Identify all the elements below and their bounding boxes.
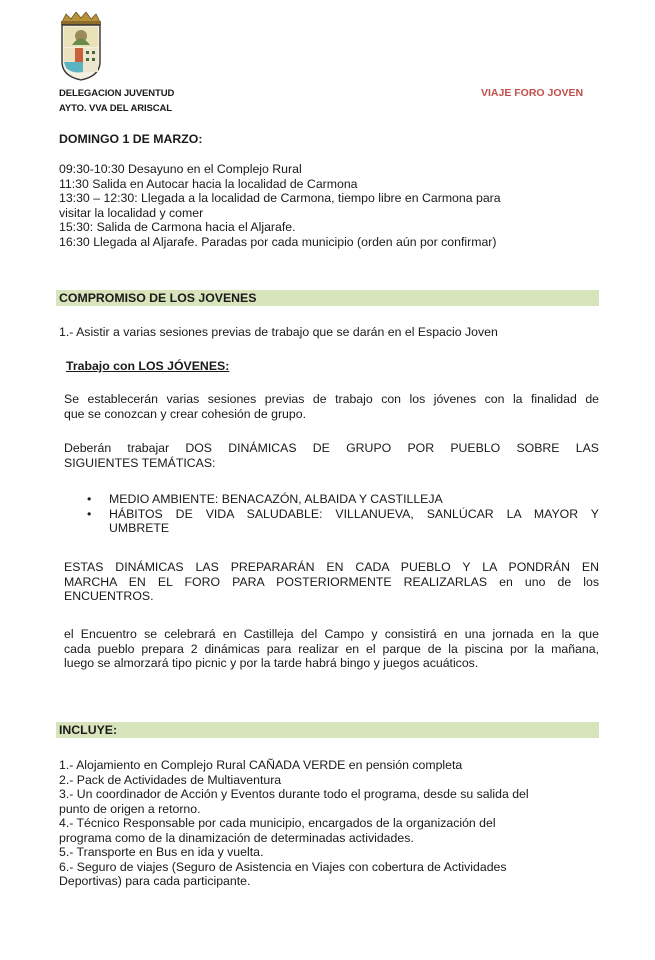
bullet-icon: • [87, 506, 92, 521]
organization-block [59, 86, 174, 116]
paragraph-line: Deberán trabajar DOS DINÁMICAS DE GRUPO POR PUEBLO SOBRE LAS [64, 441, 599, 455]
schedule-line: 09:30-10:30 Desayuno en el Complejo Rural [59, 162, 302, 176]
section-heading-compromiso: COMPROMISO DE LOS JOVENES [56, 290, 599, 306]
includes-line: 6.- Seguro de viajes (Seguro de Asistencia en Viajes con cobertura de Actividades [59, 859, 507, 874]
dynamics-paragraph [64, 441, 599, 470]
preparation-paragraph [64, 560, 599, 604]
paragraph-line: cada pueblo prepara 2 dinámicas para realizar en el parque de la piscina por la mañana, [64, 641, 599, 656]
schedule-line: 11:30 Salida en Autocar hacia la localidad de Carmona [59, 176, 358, 191]
list-item-text: HÁBITOS DE VIDA SALUDABLE: VILLANUEVA, SANLÚCAR LA MAYOR Y [109, 506, 599, 521]
day-heading: DOMINGO 1 DE MARZO: [59, 132, 203, 146]
paragraph-line: SIGUIENTES TEMÁTICAS: [64, 455, 216, 470]
org-council: AYTO. VVA DEL ARISCAL [59, 103, 172, 114]
schedule-line: 15:30: Salida de Carmona hacia el Aljarafe. [59, 220, 296, 234]
commitment-item: 1.- Asistir a varias sesiones previas de trabajo que se darán en el Espacio Joven [59, 325, 498, 339]
includes-line: punto de origen a retorno. [59, 801, 201, 816]
document-title: VIAJE FORO JOVEN [481, 87, 584, 99]
includes-line: programa como de la dinamización de determinadas actividades. [59, 830, 414, 845]
includes-line: 4.- Técnico Responsable por cada municipio, encargados de la organización del [59, 816, 496, 830]
schedule-line: visitar la localidad y comer [59, 205, 204, 220]
encounter-paragraph [64, 627, 599, 671]
list-item [87, 507, 599, 536]
bullet-icon: • [87, 492, 92, 506]
themes-list [87, 492, 599, 536]
work-subheading: Trabajo con LOS JÓVENES: [66, 359, 230, 373]
schedule-line: 13:30 – 12:30: Llegada a la localidad de Carmona, tiempo libre en Carmona para [59, 191, 501, 205]
paragraph-line: MARCHA EN EL FORO PARA POSTERIORMENTE REALIZARLAS en uno de los [64, 574, 599, 589]
list-item [87, 492, 599, 507]
section-heading-incluye: INCLUYE: [56, 722, 599, 738]
paragraph-line: que se conozcan y crear cohesión de grupo. [64, 406, 306, 421]
list-item-text: UMBRETE [109, 521, 170, 535]
schedule-list [59, 162, 501, 249]
includes-line: 1.- Alojamiento en Complejo Rural CAÑADA VERDE en pensión completa [59, 758, 463, 772]
sessions-paragraph [64, 392, 599, 421]
includes-line: 2.- Pack de Actividades de Multiaventura [59, 772, 282, 787]
includes-line: 5.- Transporte en Bus en ida y vuelta. [59, 845, 264, 859]
schedule-line: 16:30 Llegada al Aljarafe. Paradas por cada municipio (orden aún por confirmar) [59, 234, 497, 249]
paragraph-line: el Encuentro se celebrará en Castilleja del Campo y consistirá en una jornada en la que [64, 627, 599, 641]
paragraph-line: ENCUENTROS. [64, 589, 154, 603]
includes-line: 3.- Un coordinador de Acción y Eventos durante todo el programa, desde su salida del [59, 787, 529, 801]
coat-of-arms-icon [58, 12, 104, 82]
org-name: DELEGACION JUVENTUD [59, 88, 175, 99]
paragraph-line: luego se almorzará tipo picnic y por la tarde habrá bingo y juegos acuáticos. [64, 656, 479, 670]
list-item-text: MEDIO AMBIENTE: BENACAZÓN, ALBAIDA Y CASTILLEJA [109, 492, 443, 506]
paragraph-line: Se establecerán varias sesiones previas de trabajo con los jóvenes con la finalidad de [64, 392, 599, 406]
paragraph-line: ESTAS DINÁMICAS LAS PREPARARÁN EN CADA PUEBLO Y LA PONDRÁN EN [64, 560, 599, 574]
includes-list [59, 758, 529, 889]
includes-line: Deportivas) para cada participante. [59, 874, 251, 888]
